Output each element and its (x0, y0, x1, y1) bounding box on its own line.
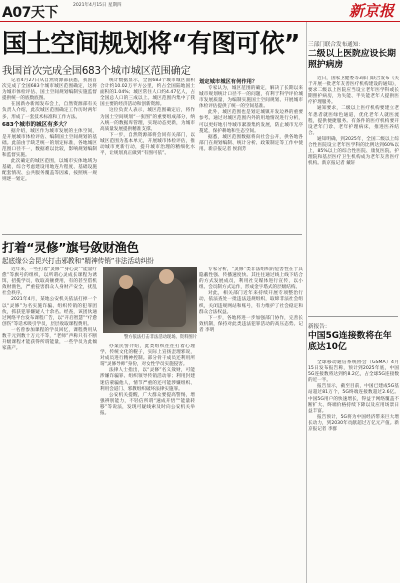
paragraph: 对此，相关部门近年来持续开展专项整治行动，依法查处一批违法违规组织，取缔非法社会组织，关闭违规网站和账号，有力维护了社会稳定和群众合法权益。 (199, 291, 303, 315)
article-column-4 (2, 267, 97, 579)
article-column-3 (199, 78, 303, 264)
paragraph: 据介绍，城区作为城市发展的主体空间，是开展城市体检评估、编制国土空间规划的基础。此前由于缺乏统一的划定标准，各地城区范围口径不一，数据难以比较，影响规划编制和监督实施。 (2, 128, 97, 159)
paragraph: 公安机关提醒，广大群众要提高警惕，增强辨别能力，不轻信所谓“速成开悟”“能量转移”等说法，发现可疑线索及时向公安机关举报。 (100, 392, 195, 417)
sidebar-article-1 (308, 76, 399, 281)
paragraph: 办案民警介绍，此类组织往往打着心理学、传统文化的幌子，实际上宣扬歪理邪说，对成员进行精神控制。部分骨干成员还利用所谓“灵修导师”身份，对女性学员实施侵害。 (100, 344, 195, 368)
sidebar-article-2 (308, 360, 399, 560)
paragraph: 在国新办新闻发布会上，自然资源部有关负责人介绍，此次城区范围确定工作历时两年多，形成了一套技术标准和工作方法。 (2, 102, 97, 120)
article-column-5 (100, 344, 195, 579)
news-photo (103, 267, 197, 333)
sidebar-headline: 二级以上医院应设长期照护病房 (308, 49, 396, 70)
paragraph: 下一步，自然资源部将会同有关部门，以城区范围为基本单元，开展城市体检评估，推动城市更新行动，提升城市治理的精细化水平，让规划真正做到“有图可依”。 (100, 132, 195, 157)
paragraph: 全球移动通信系统协会（GSMA）4月15日发布报告称，预计到2025年底，中国5G连接数将达到约8.2亿，占全球5G连接数的近一半。 (308, 360, 399, 384)
sidebar-headline: 中国5G连接数将在年底达10亿 (308, 331, 392, 352)
photo-caption: 警方依法打击非法活动现场。资料图片 (123, 335, 197, 340)
article-column-6 (199, 267, 303, 579)
photo-figure-right (148, 277, 186, 327)
paragraph: 此次确定的城区范围，以城市实体地域为基础，综合考虑建设用地连片程度、基础设施配套情况、公共服务覆盖等因素，按照统一规则逐一划定。 (2, 159, 97, 183)
second-subhead: 起底缘公会昆兴打击邪教和“精神传销”非法活动纠纷 (2, 257, 154, 264)
paragraph: 法律人士指出，以“灵修”名义敛财，可能涉嫌诈骗罪、组织领导传销活动罪；利用封建迷信蒙骗他人，情节严重的还可能涉嫌组织、利用会道门、邪教组织破坏法律实施罪。 (100, 368, 195, 392)
paragraph: 近日，国家卫健委等3部门联合发布《关于开展一批老年友善医疗机构建设的通知》，要求二级以上医院应当设立老年医学科或长期照护病房，为失能、半失能老年人提供医疗护理服务。 (308, 76, 399, 106)
paragraph: 据悉，城区范围数据将向社会公开，供各地各部门在规划编制、统计分析、政策制定等工作中使用。新京报记者 侯润芳 (199, 134, 303, 152)
sidebar-kicker: 新报告： (308, 324, 331, 330)
paragraph: 专家分析，“灵修”类非法组织的危害性在于其隐蔽性强、传播速度快。其往往通过线上线下结合的方式发展成员，利用社交媒体进行宣传，以小组、会员制方式运作，形成金字塔式的层级结构。 (199, 267, 303, 291)
newspaper-logo: 新京报 (348, 2, 394, 20)
section-heading: 683个城市的城区有多大？ (2, 121, 70, 128)
issue-date: 2021年4月15日 星期四 (73, 3, 122, 8)
paragraph: 这位负责人表示，城区范围确定后，将作为国土空间规划“一张图”的重要组成部分，纳入统一的数据库管理，实现动态更新，为城市高质量发展提供精准支撑。 (100, 108, 195, 132)
paragraph: 统计数据显示，全国683个城市城区面积合计约10.02万平方公里，约占全国陆地国土面积的1.04%；城区常住人口约4.47亿人，占全国总人口的三成以上。城区范围内集中了我国主要的经济活动和创新资源。 (100, 78, 195, 108)
page-header (0, 0, 400, 22)
article-column-2 (100, 78, 195, 264)
paragraph: 近年来，一些打着“灵修”“身心灵”“能量疗愈”等旗号的组织，以所谓心灵成长课程为诱饵，招揽学员，收取高额费用，有的甚至借机敛财渔色，严重侵害群众人身财产安全，扰乱社会秩序。 (2, 267, 97, 297)
paragraph: 记者4月27日从自然资源部获悉，我国首次完成了全国683个城市城区范围确定，这将为城市体检评估、国土空间规划编制实施监督提供统一的底数底图。 (2, 78, 97, 102)
sidebar-kicker: 三部门联合发布通知： (308, 42, 364, 48)
paragraph: 一名曾参加课程的学员回忆，课程费用从数千元到数十万元不等，“老师”声称只有不断升级课程才能获得所谓能量，一些学员为此倾家荡产。 (2, 327, 97, 352)
sidebar-divider (308, 316, 398, 317)
paragraph: 通知要求，二级以上医疗机构要建立老年患者就医绿色通道，优化老年人就医流程，提供便捷服务。有条件的医疗机构要开设老年门诊、老年护理病床，推进医养结合。 (308, 106, 399, 136)
paragraph: 2021年4月，某地公安机关依法打掉一个以“灵修”为名实施诈骗、组织传销的犯罪团伙，抓获犯罪嫌疑人十余名。经查，该团伙通过网络平台发布课程广告，以“开启智慧”“疗愈创伤”等话术吸引学员，层层收取课程费用。 (2, 297, 97, 327)
page-section-label: A07天下 (2, 5, 58, 21)
paragraph: 专家认为，城区范围的确定，解决了长期以来城市规划统计口径不一的问题，有利于科学评价城市发展质量，为编制实施国土空间规划、开展城市体检评估提供了统一的空间基准。 (199, 86, 303, 110)
second-headline: 打着“灵修”旗号敛财渔色 (2, 240, 139, 253)
main-headline: 国土空间规划将“有图可依” (2, 29, 300, 58)
paragraph: 下一步，各地将进一步加强部门协作，完善长效机制，保持对此类违法犯罪活动的高压态势。记者 李明 (199, 315, 303, 333)
paragraph: 此外，城区范围也是划定城镇开发边界的重要参考。通过对城区范围内外的用地情况进行分析，可以更好地引导城市紧凑集约发展，防止城市无序蔓延，保护耕地和生态空间。 (199, 110, 303, 134)
section-divider (2, 234, 302, 235)
section-heading: 划定城市城区有何作用？ (199, 79, 258, 85)
paragraph: 报告显示，截至目前，中国已建成5G基站超过81万个，5G终端连接数超过2.6亿。中国5G用户的快速增长，得益于网络覆盖不断扩大、终端价格持续下降以及应用场景日益丰富。 (308, 384, 399, 414)
main-subhead: 我国首次完成全国683个城市城区范围确定 (2, 66, 191, 75)
paragraph: 通知明确，到2025年，全国二级以上综合性医院设立老年医学科的比例达到60%以上，85%以上的综合性医院、康复医院、护理院和基层医疗卫生机构成为老年友善医疗机构。新京报记者 戴轩 (308, 136, 399, 167)
photo-figure-left (113, 285, 143, 325)
photo-head-right (159, 269, 174, 284)
article-column-1 (2, 78, 97, 264)
photo-head-left (119, 275, 133, 289)
paragraph: 报告预计，5G将为中国经济带来巨大增长动力，到2030年贡献超过万亿元产值。新京报记者 李群 (308, 414, 399, 433)
